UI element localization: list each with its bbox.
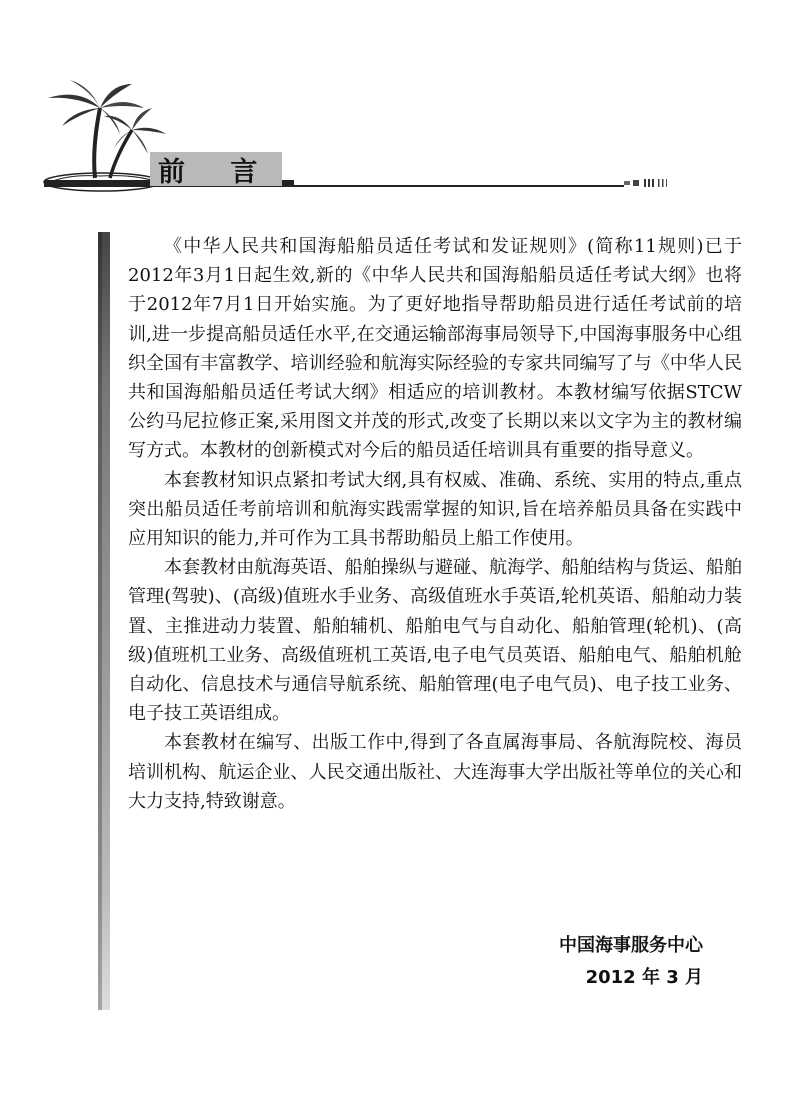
paragraph: 本套教材由航海英语、船舶操纵与避碰、航海学、船舶结构与货运、船舶管理(驾驶)、(高级)值班水手业务、高级值班水手英语,轮机英语、船舶动力装置、主推进动力装置、船舶辅机、船舶电气与自动化、船舶管理(轮机)、(高级)值班机工业务、高级值班机工英语,电子电气员英语、船舶电气、船舶机舱自动化、信息技术与通信导航系统、船舶管理(电子电气员)、电子技工业务、电子技工英语组成。 [128, 557, 742, 725]
header-rule [44, 185, 624, 187]
paragraph: 本套教材知识点紧扣考试大纲,具有权威、准确、系统、实用的特点,重点突出船员适任考前培训和航海实践需掌握的知识,旨在培养船员具备在实践中应用知识的能力,并可作为工具书帮助船员上船工作使用。 [128, 469, 742, 550]
paragraph: 本套教材在编写、出版工作中,得到了各直属海事局、各航海院校、海员培训机构、航运企业、人民交通出版社、大连海事大学出版社等单位的关心和大力支持,特致谢意。 [128, 732, 742, 812]
page-title: 前 言 [158, 157, 276, 188]
page-header [0, 0, 790, 200]
signature-block [559, 930, 703, 994]
paragraph: 《中华人民共和国海船船员适任考试和发证规则》(简称11规则)已于2012年3月1日起生效,新的《中华人民共和国海船船员适任考试大纲》也将于2012年7月1日开始实施。为了更好地指导帮助船员进行适任考试前的培训,进一步提高船员适任水平,在交通运输部海事局领导下,中国海事服务中心组织全国有丰富教学、培训经验和航海实际经验的专家共同编写了与《中华人民共和国海船船员适任考试大纲》相适应的培训教材。本教材编写依据STCW公约马尼拉修正案,采用图文并茂的形式,改变了长期以来以文字为主的教材编写方式。本教材的创新模式对今后的船员适任培训具有重要的指导意义。 [128, 236, 742, 462]
signature-organization: 中国海事服务中心 [559, 935, 703, 956]
signature-date: 2012 年 3 月 [585, 967, 703, 988]
side-stripe [98, 232, 110, 1010]
preface-body [128, 232, 742, 816]
rule-decoration [624, 178, 672, 188]
